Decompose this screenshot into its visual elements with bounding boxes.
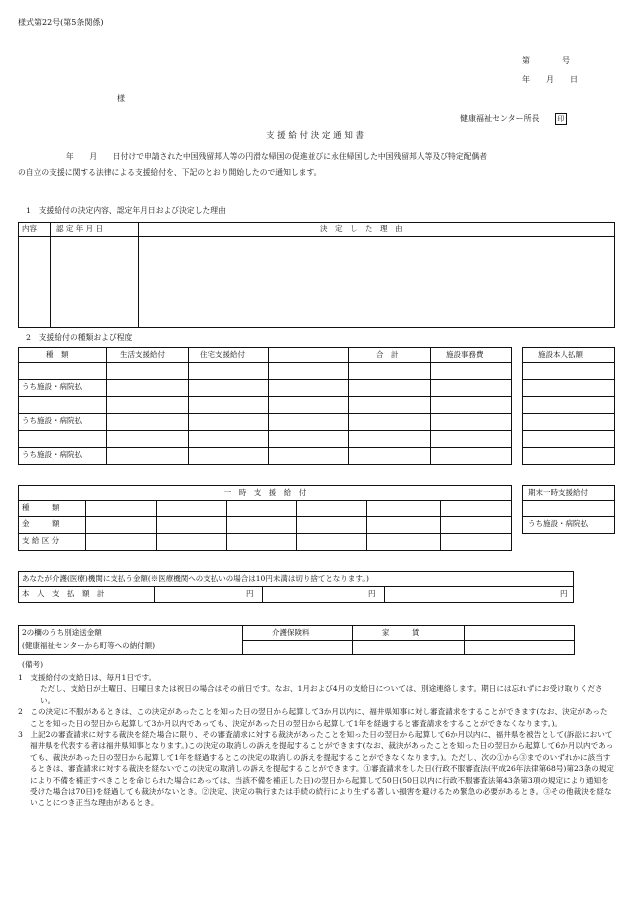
row-label: うち施設・病院払 [22,382,82,391]
issuer [460,113,567,125]
col-rule [226,500,227,551]
form-number: 様式第22号(第5条関係) [18,18,104,27]
header-facility-self-pay: 施設本人払額 [538,350,583,359]
payment-caption: あなたが介護(医療)機関に支払う金額(※医療機関への支払いの場合は10円未満は切り捨てとなります。) [22,574,369,583]
row-rule [522,516,615,517]
col-rule [296,500,297,551]
row-label-type: 種 類 [22,503,60,512]
row-rule [522,413,615,414]
col-rule [366,500,367,551]
row-rule [18,447,512,448]
col-rule [440,500,441,551]
row-rule [522,396,615,397]
row-rule [522,430,615,431]
row-label-amount: 金 額 [22,519,60,528]
decision-header-rule [18,236,615,237]
header-living-support: 生活支援給付 [120,350,165,359]
col-rule [85,500,86,551]
row-rule [18,500,512,501]
col-rule [384,586,385,603]
row-rule [18,379,512,380]
row-label-payment-class: 支 給 区 分 [22,536,60,545]
issuer-title: 健康福祉センター所長 [460,114,540,123]
note-1: 1 支援給付の支給日は、毎月1日です。 [18,673,157,682]
row-rule [522,379,615,380]
yen-unit: 円 [560,589,568,598]
header-rent: 家 賃 [382,628,420,637]
decision-col-rule [138,222,139,328]
header-content: 内容 [22,224,37,233]
transfer-label-1: 2の欄のうち別途送金額 [22,628,102,637]
intro-line-2: の自立の支援に関する法律による支援給付を、下記のとおり開始したので通知します。 [18,168,322,177]
col-rule [348,347,349,465]
col-rule [106,347,107,465]
row-rule [522,447,615,448]
row-rule [18,586,574,587]
decision-table [18,222,615,328]
seal-mark: 印 [555,113,567,125]
col-rule [188,347,189,465]
col-rule [352,625,353,655]
transfer-label-2: (健康福祉センターから町等への納付額) [22,641,156,650]
row-rule [18,396,512,397]
notes-heading: (備考) [22,660,44,669]
note-3: 3 上記2の審査請求に対する裁決を経た場合に限り、その審査請求に対する裁決があったことを知った日の翌日から起算して6か月以内に、福井県を被告として(訴訟において福井県を代表する者は福井県知事となります。)この決定の取消しの訴えを提起することができます(なお、裁決があったことを知った日の翌日から起算して6か月以内であっても、裁決があった日の翌日から起算して1年を経過するとこの決定の取消しの訴えを提起することができなくなります。)。ただし、次の①から③までのいずれかに該当するときは、審査請求に対する裁決を経ないでこの決定の取消しの訴えを提起することができます。①審査請求をした日(行政不服審査法(平成26年法律第68号)第23条の規定により不備を補正すべきことを命じられた場合にあっては、当該不備を補正した日)の翌日から起算して50日(50日以内に行政不服審査法第43条第3項の規定により通知を受けた場合は70日)を経過しても裁決がないとき。②決定、決定の執行または手続の続行により生ずる著しい損害を避けるため緊急の必要があるとき。③その他裁決を経ないことにつき正当な理由があるとき。 [18,730,615,808]
col-rule [430,347,431,465]
header-total: 合 計 [376,350,399,359]
row-rule [18,430,512,431]
row-rule [18,362,512,363]
section1-heading: 1 支援給付の決定内容、認定年月日および決定した理由 [26,206,226,215]
self-payment-label: 本 人 支 払 額 計 [22,589,105,598]
section2-heading: 2 支援給付の種類および程度 [26,333,133,342]
document-number: 第 号 [522,56,570,65]
header-facility-fee: 施設事務費 [446,350,484,359]
issue-date: 年 月 日 [522,75,578,84]
row-label: うち施設・病院払 [22,416,82,425]
row-rule [18,413,512,414]
header-decision-reason: 決 定 し た 理 由 [320,224,403,233]
decision-col-rule [50,222,51,328]
document-title: 支 援 給 付 決 定 通 知 書 [265,131,365,141]
header-care-insurance: 介護保険料 [272,628,310,637]
header-type: 種 類 [46,350,69,359]
col-rule [154,586,155,603]
yen-unit: 円 [246,589,254,598]
header-year-end-support: 期末一時支援給付 [528,488,588,497]
notes-body [18,672,614,809]
row-rule [522,362,615,363]
col-rule [464,625,465,655]
header-recognition-date: 認 定 年 月 日 [56,224,104,233]
yen-unit: 円 [368,589,376,598]
note-1-detail: ただし、支給日が土曜日、日曜日または祝日の場合はその前日です。なお、1月および4月の支給日については、別途連絡します。期日には忘れずにお受け取りください。 [40,684,603,705]
intro-line-1: 年 月 日付けで申請された中国残留邦人等の円滑な帰国の促進並びに永住帰国した中国残留邦人等及び特定配偶者 [66,152,488,161]
col-rule [156,500,157,551]
row-label-facility-pay: うち施設・病院払 [528,519,588,528]
temporary-support-title: 一 時 支 援 給 付 [223,488,307,497]
row-rule [242,640,575,641]
row-rule [18,516,512,517]
note-2: 2 この決定に不服があるときは、この決定があったことを知った日の翌日から起算して3か月以内に、福井県知事に対し審査請求をすることができます(なお、決定があったことを知った日の翌日から起算して3か月以内であっても、決定があった日の翌日から起算して1年を経過すると審査請求をすることができなくなります。)。 [18,707,608,728]
row-rule [18,533,512,534]
row-rule [522,500,615,501]
col-rule [268,347,269,465]
col-rule [242,625,243,655]
row-label: うち施設・病院払 [22,450,82,459]
col-rule [262,586,263,603]
addressee: 様 [117,94,125,103]
header-housing-support: 住宅支援給付 [200,350,245,359]
